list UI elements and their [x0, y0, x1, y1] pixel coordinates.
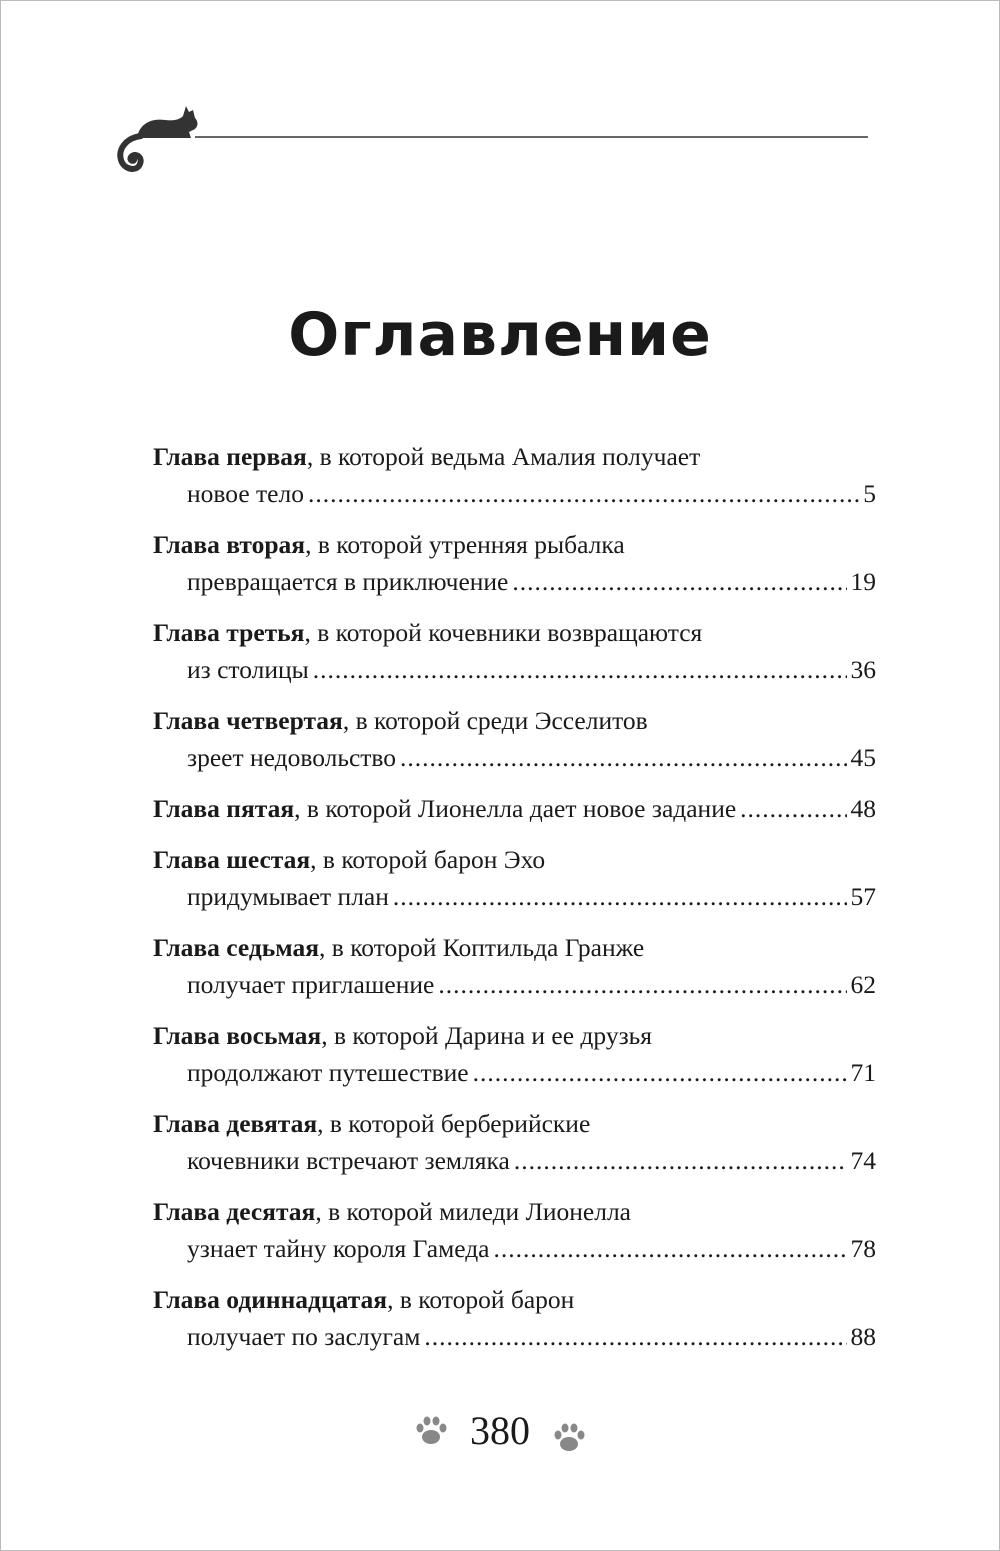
- chapter-description: , в которой кочевники возвращаются: [304, 618, 703, 647]
- chapter-description-cont: получает приглашение: [187, 970, 435, 999]
- entry-line: [153, 739, 876, 776]
- dot-leader: [514, 1142, 847, 1179]
- header-rule: [195, 136, 868, 138]
- dot-leader: [740, 790, 846, 827]
- chapter-page-number: 71: [850, 1058, 876, 1087]
- chapter-label: Глава четвертая: [153, 706, 343, 735]
- toc-entry[interactable]: [153, 841, 876, 915]
- chapter-label: Глава пятая: [153, 794, 295, 823]
- dot-leader: [393, 878, 847, 915]
- chapter-page-number: 88: [850, 1322, 876, 1351]
- dot-leader: [473, 1054, 847, 1091]
- toc-entry[interactable]: [153, 1281, 876, 1355]
- toc-entry[interactable]: [153, 1017, 876, 1091]
- toc-entry[interactable]: [153, 1193, 876, 1267]
- chapter-page-number: 36: [850, 655, 876, 684]
- chapter-description-cont: узнает тайну короля Гамеда: [187, 1234, 490, 1263]
- entry-line: [153, 526, 876, 563]
- toc-entry[interactable]: [153, 526, 876, 600]
- dot-leader: [313, 651, 847, 688]
- dot-leader: [424, 1318, 846, 1355]
- entry-line: [153, 966, 876, 1003]
- chapter-label: Глава шестая: [153, 845, 311, 874]
- dot-leader: [512, 563, 846, 600]
- chapter-description-cont: зреет недовольство: [187, 743, 397, 772]
- chapter-label: Глава восьмая: [153, 1021, 322, 1050]
- toc-entry[interactable]: [153, 790, 876, 827]
- chapter-description: , в которой среди Эсселитов: [342, 706, 648, 735]
- chapter-label: Глава десятая: [153, 1197, 316, 1226]
- chapter-label: Глава вторая: [153, 530, 306, 559]
- chapter-description: , в которой Дарина и ее друзья: [321, 1021, 653, 1050]
- entry-line: [153, 1281, 876, 1318]
- toc-entry[interactable]: [153, 614, 876, 688]
- chapter-label: Глава первая: [153, 442, 307, 471]
- chapter-description: , в которой барон: [387, 1285, 575, 1314]
- dot-leader: [400, 739, 846, 776]
- entry-line: [153, 929, 876, 966]
- chapter-label: Глава седьмая: [153, 933, 320, 962]
- chapter-description: , в которой Лионелла дает новое задание: [294, 794, 737, 823]
- entry-line: [153, 702, 876, 739]
- chapter-description: , в которой Коптильда Гранже: [319, 933, 645, 962]
- chapter-description: , в которой утренняя рыбалка: [305, 530, 625, 559]
- dot-leader: [438, 966, 846, 1003]
- chapter-page-number: 19: [850, 567, 876, 596]
- chapter-description: , в которой барон Эхо: [310, 845, 546, 874]
- chapter-description-cont: из столицы: [187, 655, 309, 684]
- entry-line: [153, 841, 876, 878]
- entry-line: [153, 790, 876, 827]
- entry-line: [153, 878, 876, 915]
- chapter-label: Глава девятая: [153, 1109, 318, 1138]
- chapter-page-number: 45: [850, 743, 876, 772]
- entry-line: [153, 1142, 876, 1179]
- dot-leader: [494, 1230, 847, 1267]
- chapter-page-number: 5: [863, 479, 876, 508]
- entry-line: [153, 1105, 876, 1142]
- chapter-description: , в которой миледи Лионелла: [315, 1197, 631, 1226]
- toc-entry[interactable]: [153, 1105, 876, 1179]
- chapter-page-number: 48: [850, 794, 876, 823]
- chapter-description-cont: превращается в приключение: [187, 567, 509, 596]
- chapter-description-cont: получает по заслугам: [187, 1322, 421, 1351]
- cat-icon: [115, 100, 205, 175]
- entry-line: [153, 651, 876, 688]
- page-title: Оглавление: [288, 300, 712, 370]
- page-footer: [0, 1407, 1000, 1454]
- entry-line: [153, 1193, 876, 1230]
- chapter-description-cont: кочевники встречают земляка: [187, 1146, 510, 1175]
- paw-icon: [414, 1415, 448, 1447]
- entry-line: [153, 614, 876, 651]
- chapter-label: Глава одиннадцатая: [153, 1285, 388, 1314]
- chapter-page-number: 74: [850, 1146, 876, 1175]
- entry-line: [153, 1230, 876, 1267]
- toc-entry[interactable]: [153, 929, 876, 1003]
- table-of-contents: [153, 438, 876, 1369]
- entry-line: [153, 1054, 876, 1091]
- entry-line: [153, 563, 876, 600]
- chapter-description-cont: продолжают путешествие: [187, 1058, 469, 1087]
- paw-icon: [552, 1422, 586, 1454]
- chapter-page-number: 78: [850, 1234, 876, 1263]
- entry-line: [153, 475, 876, 512]
- chapter-description-cont: новое тело: [187, 479, 304, 508]
- page-number: 380: [470, 1408, 530, 1453]
- entry-line: [153, 1017, 876, 1054]
- chapter-description: , в которой берберийские: [317, 1109, 591, 1138]
- chapter-description-cont: придумывает план: [187, 882, 389, 911]
- toc-entry[interactable]: [153, 438, 876, 512]
- entry-line: [153, 438, 876, 475]
- entry-line: [153, 1318, 876, 1355]
- dot-leader: [308, 475, 859, 512]
- chapter-label: Глава третья: [153, 618, 305, 647]
- chapter-page-number: 57: [850, 882, 876, 911]
- chapter-description: , в которой ведьма Амалия получает: [306, 442, 701, 471]
- chapter-page-number: 62: [850, 970, 876, 999]
- toc-entry[interactable]: [153, 702, 876, 776]
